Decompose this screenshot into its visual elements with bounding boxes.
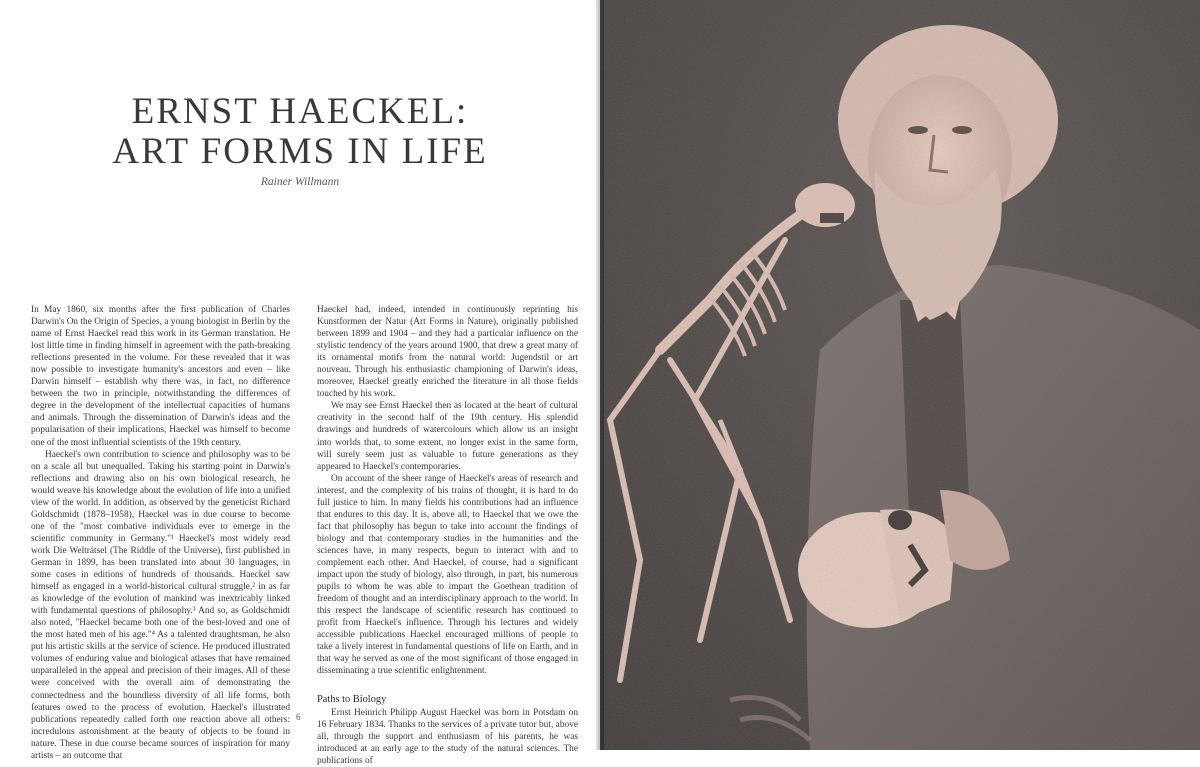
page-number: 6: [296, 712, 301, 722]
book-gutter-shadow: [596, 0, 604, 750]
haeckel-portrait-image: [600, 0, 1200, 750]
title-line-1: ERNST HAECKEL:: [131, 91, 469, 132]
text-column-1: [31, 304, 290, 762]
paragraph: Haeckel had, indeed, intended in continuously reprinting his Kunstformen der Natur (Art Forms in Nature), originally published between 1899 and 1904 – and they had a particular influence on the stylistic tendency of the years around 1900, that drew a great many of its ornamental motifs from the natural world: Jugendstil or art nouveau. Through his enthusiastic championing of Darwin's ideas, moreover, Haeckel greatly enriched the literature in all those fields touched by his work.: [317, 305, 578, 400]
paragraph: On account of the sheer range of Haeckel's areas of research and interest, and the complexity of his trains of thought, it is hard to do full justice to him. In many fields his contributions had an influence that endures to this day. It is, above all, to Haeckel that we owe the fact that philosophy has begun to take into account the findings of biology and that contemporary studies in the humanities and the sciences have, in many respects, begun to interact with and to complement each other. And Haeckel, of course, had a significant impact upon the study of biology, also through, in part, his numerous pupils to whom he was able to impart the Goethean tradition of freedom of thought and an interdisciplinary approach to the world. In this respect the landscape of scientific research has continued to profit from Haeckel's influence. Through his lectures and widely accessible publications Haeckel encouraged millions of people to take a lively interest in fundamental questions of life on Earth, and in that way he served as one of the most significant of those engaged in disseminating a true scientific enlightenment.: [317, 473, 578, 677]
paragraph: We may see Ernst Haeckel then as located at the heart of cultural creativity in the second half of the 19th century. His splendid drawings and hundreds of watercolours which allow us an insight into worlds that, to some extent, no longer exist in the same form, will surely seem just as valuable to future generations as they appeared to Haeckel's contemporaries.: [317, 401, 578, 472]
text-column-2: [317, 304, 578, 767]
chapter-title: [0, 92, 600, 172]
section-subheading: Paths to Biology: [317, 694, 387, 706]
paragraph: Ernst Heinrich Philipp August Haeckel was born in Potsdam on 16 February 1834. Thanks to the services of a private tutor but, above all, through the support and enthusiasm of his parents, he was introduced at an early age to the study of the natural sciences. The publications of: [317, 707, 578, 767]
right-page-photo: [600, 0, 1200, 750]
title-line-2: ART FORMS IN LIFE: [112, 131, 488, 172]
paragraph: Haeckel's own contribution to science and philosophy was to be on a scale all but unequalled. Taking his starting point in Darwin's reflections and drawing also on his own biological research, he would weave his knowledge about the evolution of life into a unified view of the world. In addition, as observed by the geneticist Richard Goldschmidt (1878–1958), Haeckel was in due course to become one of the "most combative individuals ever to emerge in the scientific community in Germany."¹ Haeckel's most widely read work Die Welträtsel (The Riddle of the Universe), first published in German in 1899, has been translated into about 30 languages, in some cases in editions of hundreds of thousands. Haeckel saw himself as engaged in a world-historical cultural struggle,² in as far as knowledge of the evolution of mankind was inextricably linked with fundamental questions of philosophy.³ And so, as Goldschmidt also noted, "Haeckel became both one of the best-loved and one of the most hated men of his age."⁴ As a talented draughtsman, he also put his artistic skills at the service of science. He produced illustrated volumes of enduring value and biological atlases that have remained unparalleled in the appeal and precision of their images. All of these were conceived with the overall aim of demonstrating the connectedness and the boundless diversity of all life forms, both features owed to the process of evolution. Haeckel's illustrated publications repeatedly called forth one reaction above all others: incredulous astonishment at the beauty of objects to be found in nature. These in due course became sources of inspiration for many artists – an outcome that: [31, 449, 290, 761]
paragraph: In May 1860, six months after the first publication of Charles Darwin's On the Origin of Species, a young biologist in Berlin by the name of Ernst Haeckel read this work in its German translation. He lost little time in finding himself in agreement with the path-breaking reflections presented in the volume. For these revealed that it was now possible to investigate humanity's ancestors and even – like Darwin himself – establish why there was, in fact, no difference between the two in principle, notwithstanding the differences of degree in the development of the intellectual capacities of humans and animals. Through the dissemination of Darwin's ideas and the popularisation of their implications, Haeckel was himself to become one of the most influential scientists of the 19th century.: [31, 305, 290, 448]
author-byline: Rainer Willmann: [260, 176, 340, 188]
